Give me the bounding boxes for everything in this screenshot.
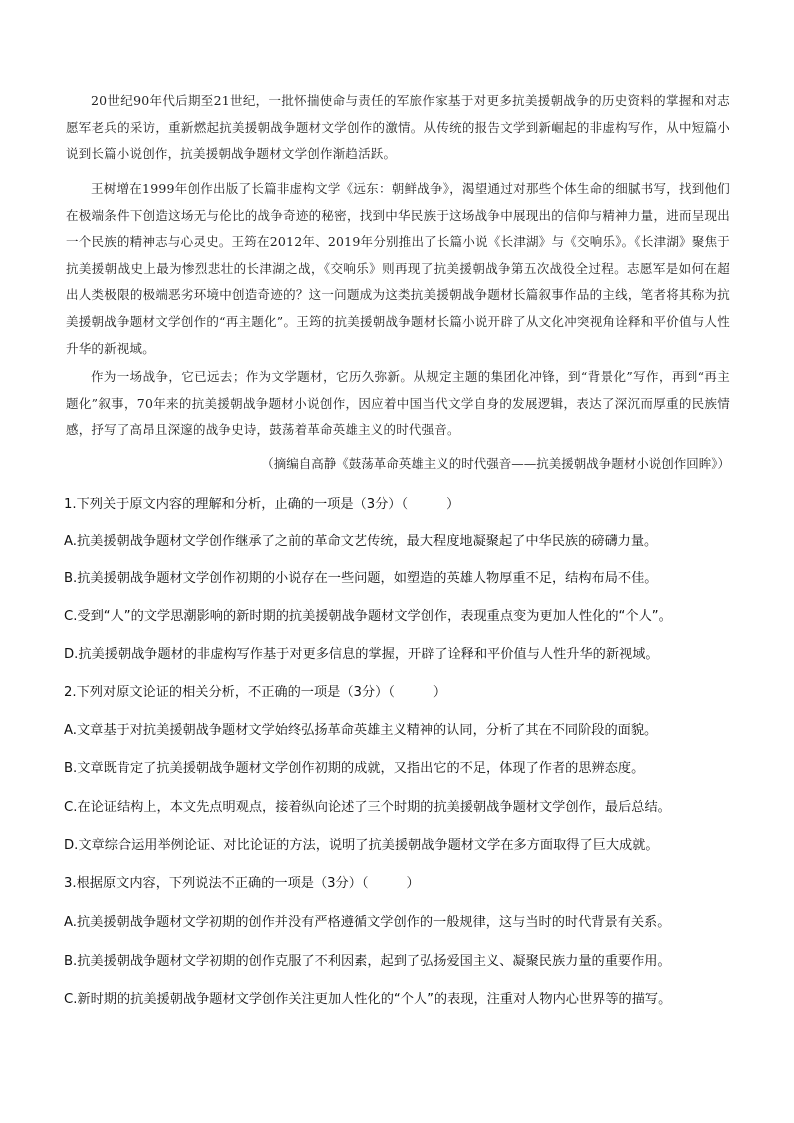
question-2-close: ）: [432, 685, 447, 700]
passage-paragraph-3: 作为一场战争，它已远去；作为文学题材，它历久弥新。从规定主题的集团化冲锋，到“背景化”写作，再到“再主题化”叙事，70年来的抗美援朝战争题材小说创作，因应着中国当代文学自身的发展逻辑，表达了深沉而厚重的民族情感，抒写了高昂且深邃的战争史诗，鼓荡着革命英雄主义的时代强音。: [66, 369, 730, 438]
question-1-option-c: C.受到“人”的文学思潮影响的新时期的抗美援朝战争题材文学创作，表现重点变为更加人性化的“个人”。: [64, 609, 672, 624]
question-1-option-b: B.抗美援朝战争题材文学创作初期的小说存在一些问题，如塑造的英雄人物厚重不足，结构布局不佳。: [64, 571, 658, 586]
question-2-option-d: D.文章综合运用举例论证、对比论证的方法，说明了抗美援朝战争题材文学在多方面取得了巨大成就。: [64, 838, 659, 853]
question-2-option-a: A.文章基于对抗美援朝战争题材文学始终弘扬革命英雄主义精神的认同，分析了其在不同阶段的面貌。: [64, 723, 658, 738]
question-3-close: ）: [406, 876, 420, 891]
question-1-close: ）: [446, 497, 460, 512]
question-1-option-d: D.抗美援朝战争题材的非虚构写作基于对更多信息的掌握，开辟了诠释和平价值与人性升华的新视域。: [64, 647, 659, 662]
question-1-text: 1.下列关于原文内容的理解和分析，止确的一项是（3分）（: [64, 497, 409, 512]
question-2-stem: [64, 683, 744, 703]
question-3-option-c: C.新时期的抗美援朝战争题材文学创作关注更加人性化的“个人”的表现，注重对人物内心世界等的描写。: [64, 992, 672, 1007]
question-3-option-b: B.抗美援朝战争题材文学初期的创作克服了不利因素，起到了弘扬爱国主义、凝聚民族力量的重要作用。: [64, 954, 671, 969]
passage-paragraph-2: 王树增在1999年创作出版了长篇非虚构文学《远东：朝鲜战争》，渴望通过对那些个体生命的细腻书写，找到他们在极端条件下创造这场无与伦比的战争奇迹的秘密，找到中华民族于这场战争中展现出的信仰与精神力量，进而呈现出一个民族的精神志与心灵史。王筠在2012年、2019年分别推出了长篇小说《长津湖》与《交响乐》。《长津湖》聚焦于抗美援朝战史上最为惨烈悲壮的长津湖之战，《交响乐》则再现了抗美援朝战争第五次战役全过程。志愿军是如何在超出人类极限的极端恶劣环境中创造奇迹的？这一问题成为这类抗美援朝战争题材长篇叙事作品的主线，笔者将其称为抗美援朝战争题材文学创作的“再主题化”。王筠的抗美援朝战争题材长篇小说开辟了从文化冲突视角诠释和平价值与人性升华的新视域。: [66, 181, 730, 356]
question-2-option-b: B.文章既肯定了抗美援朝战争题材文学创作初期的成就，又指出它的不足，体现了作者的思辨态度。: [64, 761, 645, 776]
question-2-text: 2.下列对原文论证的相关分析，不正确的一项是（3分）（: [64, 685, 395, 700]
question-3-option-a: A.抗美援朝战争题材文学初期的创作并没有严格遵循文学创作的一般规律，这与当时的时代背景有关系。: [64, 915, 671, 930]
question-3-text: 3.根据原文内容，下列说法不正确的一项是（3分）（: [64, 876, 369, 891]
question-1-option-a: A.抗美援朝战争题材文学创作继承了之前的革命文艺传统，最大程度地凝聚起了中华民族的磅礴力量。: [64, 534, 658, 549]
question-3-stem: [64, 874, 744, 894]
question-2-option-c: C.在论证结构上，本文先点明观点，接着纵向论述了三个时期的抗美援朝战争题材文学创作，最后总结。: [64, 800, 671, 815]
source-citation: （摘编自高静《鼓荡革命英雄主义的时代强音——抗美援朝战争题材小说创作回眸》）: [261, 456, 730, 471]
question-1-stem: [64, 495, 744, 515]
passage-paragraph-1: 20世纪90年代后期至21世纪，一批怀揣使命与责任的军旅作家基于对更多抗美援朝战争的历史资料的掌握和对志愿军老兵的采访，重新燃起抗美援朝战争题材文学创作的激情。从传统的报告文学到新崛起的非虚构写作，从中短篇小说到长篇小说创作，抗美援朝战争题材文学创作渐趋活跃。: [66, 93, 730, 162]
